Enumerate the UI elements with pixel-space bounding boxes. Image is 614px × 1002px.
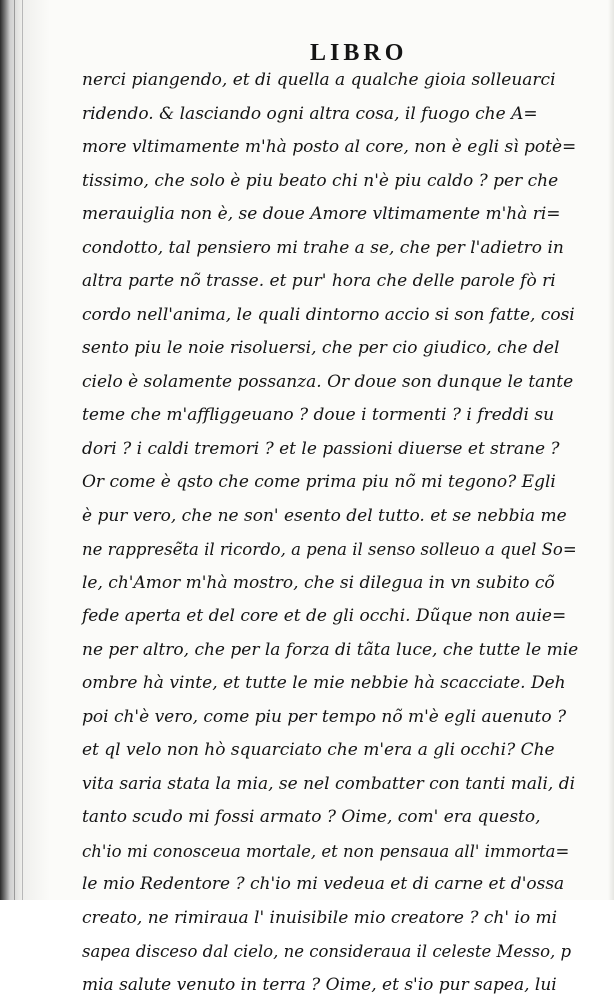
text-line: condotto, tal pensiero mi trahe a se, che per l'adietro in bbox=[82, 232, 582, 266]
text-line: ne per altro, che per la forza di tãta luce, che tutte le mie bbox=[82, 634, 582, 668]
text-line: è pur vero, che ne son' esento del tutto. et se nebbia me bbox=[82, 500, 582, 534]
text-line: merauiglia non è, se doue Amore vltimamente m'hà ri= bbox=[82, 198, 582, 232]
text-line: vita saria stata la mia, se nel combatter con tanti mali, di bbox=[82, 768, 582, 802]
gutter-fold-line bbox=[14, 0, 15, 900]
text-line: et ql velo non hò squarciato che m'era a gli occhi? Che bbox=[82, 734, 582, 768]
text-line: teme che m'affliggeuano ? doue i tormenti ? i freddi su bbox=[82, 399, 582, 433]
text-line: fede aperta et del core et de gli occhi. Dũque non auie= bbox=[82, 600, 582, 634]
text-line: sento piu le noie risoluersi, che per cio giudico, che del bbox=[82, 332, 582, 366]
text-line: ne rappresẽta il ricordo, a pena il senso solleuo a quel So= bbox=[82, 533, 582, 567]
text-line: cielo è solamente possanza. Or doue son dunque le tante bbox=[82, 366, 582, 400]
text-line: poi ch'è vero, come piu per tempo nõ m'è egli auenuto ? bbox=[82, 701, 582, 735]
text-line: le, ch'Amor m'hà mostro, che si dilegua in vn subito cõ bbox=[82, 567, 582, 601]
text-line: Or come è qsto che come prima piu nõ mi tegono? Egli bbox=[82, 466, 582, 500]
text-line: dori ? i caldi tremori ? et le passioni diuerse et strane ? bbox=[82, 433, 582, 467]
page-gutter-shadow bbox=[0, 0, 50, 900]
text-line: mia salute venuto in terra ? Oime, et s'io pur sapea, lui bbox=[82, 969, 582, 1002]
text-line: tissimo, che solo è piu beato chi n'è piu caldo ? per che bbox=[82, 165, 582, 199]
text-line: ch'io mi conosceua mortale, et non pensaua all' immorta= bbox=[82, 835, 582, 869]
body-text bbox=[82, 64, 582, 1002]
page-fore-edge bbox=[608, 0, 614, 900]
text-line: ridendo. & lasciando ogni altra cosa, il fuogo che A= bbox=[82, 98, 582, 132]
text-line: ombre hà vinte, et tutte le mie nebbie hà scacciate. Deh bbox=[82, 667, 582, 701]
text-line: more vltimamente m'hà posto al core, non è egli sì potè= bbox=[82, 131, 582, 165]
text-line: tanto scudo mi fossi armato ? Oime, com' era questo, bbox=[82, 801, 582, 835]
text-line: le mio Redentore ? ch'io mi vedeua et di carne et d'ossa bbox=[82, 868, 582, 902]
text-line: creato, ne rimiraua l' inuisibile mio creatore ? ch' io mi bbox=[82, 902, 582, 936]
text-line: sapea disceso dal cielo, ne consideraua il celeste Messo, p bbox=[82, 935, 582, 969]
running-head: LIBRO bbox=[310, 40, 407, 67]
gutter-fold-line bbox=[22, 0, 23, 900]
text-line: altra parte nõ trasse. et pur' hora che delle parole fò ri bbox=[82, 265, 582, 299]
text-line: nerci piangendo, et di quella a qualche gioia solleuarci bbox=[82, 64, 582, 98]
text-line: cordo nell'anima, le quali dintorno accio si son fatte, cosi bbox=[82, 299, 582, 333]
